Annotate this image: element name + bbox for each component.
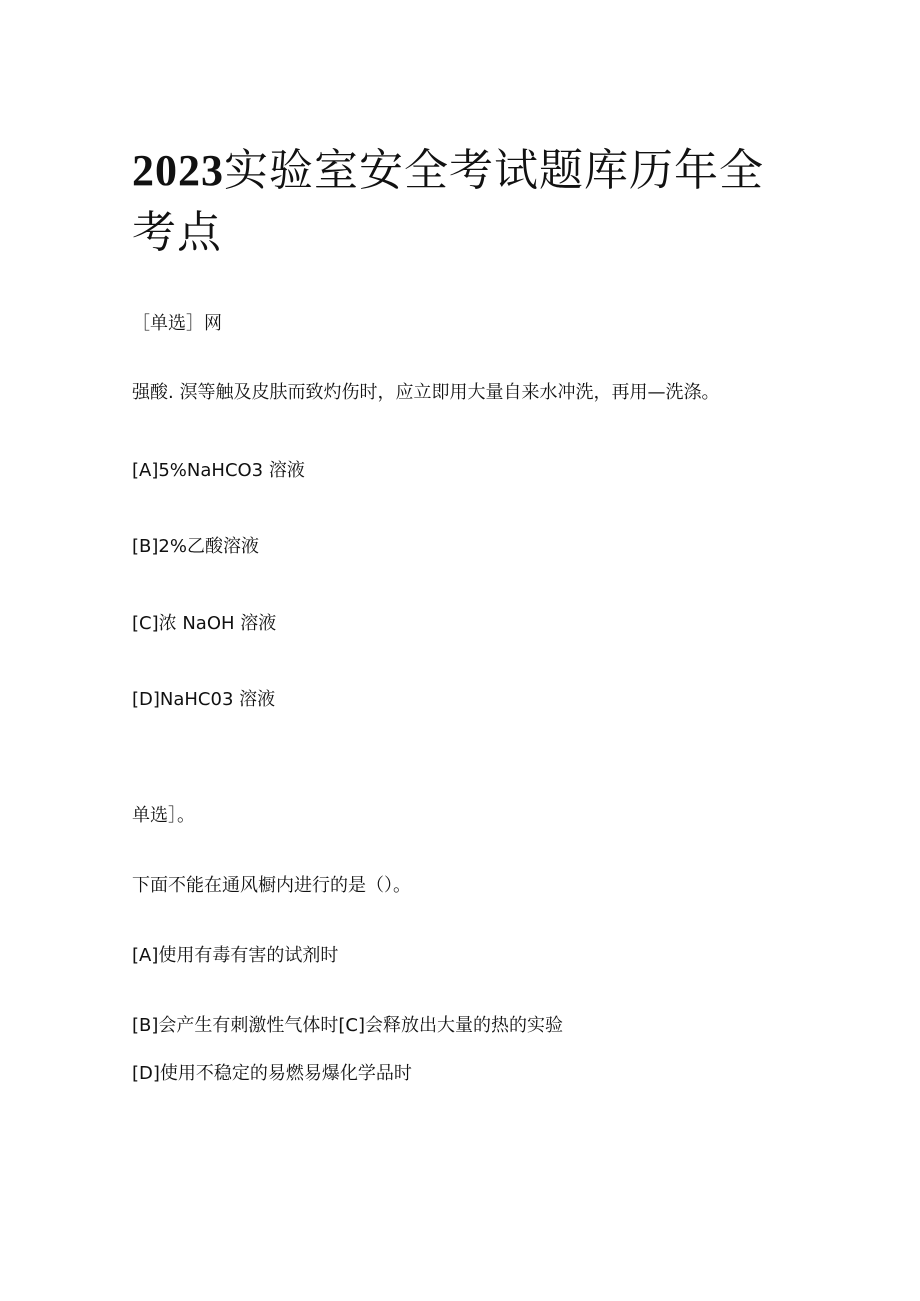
question-2-stem: 下面不能在通风橱内进行的是（）。 [132,875,411,896]
title-text: 实验室安全考试题库历年全考点 [132,145,764,258]
title-year: 2023 [132,146,224,195]
question-1-option-a: [A]5%NaHCO3 溶液 [132,460,305,481]
question-1-option-b: [B]2%乙酸溶液 [132,536,259,557]
question-2-option-b-c: [B]会产生有刺激性气体时[C]会释放出大量的热的实验 [132,1015,564,1036]
question-2-type-tag: 单选］。 [132,805,195,826]
question-1-option-c: [C]浓 NaOH 溶液 [132,613,277,634]
question-1-option-d: [D]NaHC03 溶液 [132,689,276,710]
question-2-option-a: [A]使用有毒有害的试剂时 [132,945,339,966]
question-1-stem: 强酸. 溟等触及皮肤而致灼伤时，应立即用大量自来水冲洗，再用—洗涤。 [132,382,720,403]
page-title [132,140,792,264]
question-2-option-d: [D]使用不稳定的易燃易爆化学品时 [132,1063,412,1084]
question-1-type-tag: ［单选］网 [132,313,222,334]
